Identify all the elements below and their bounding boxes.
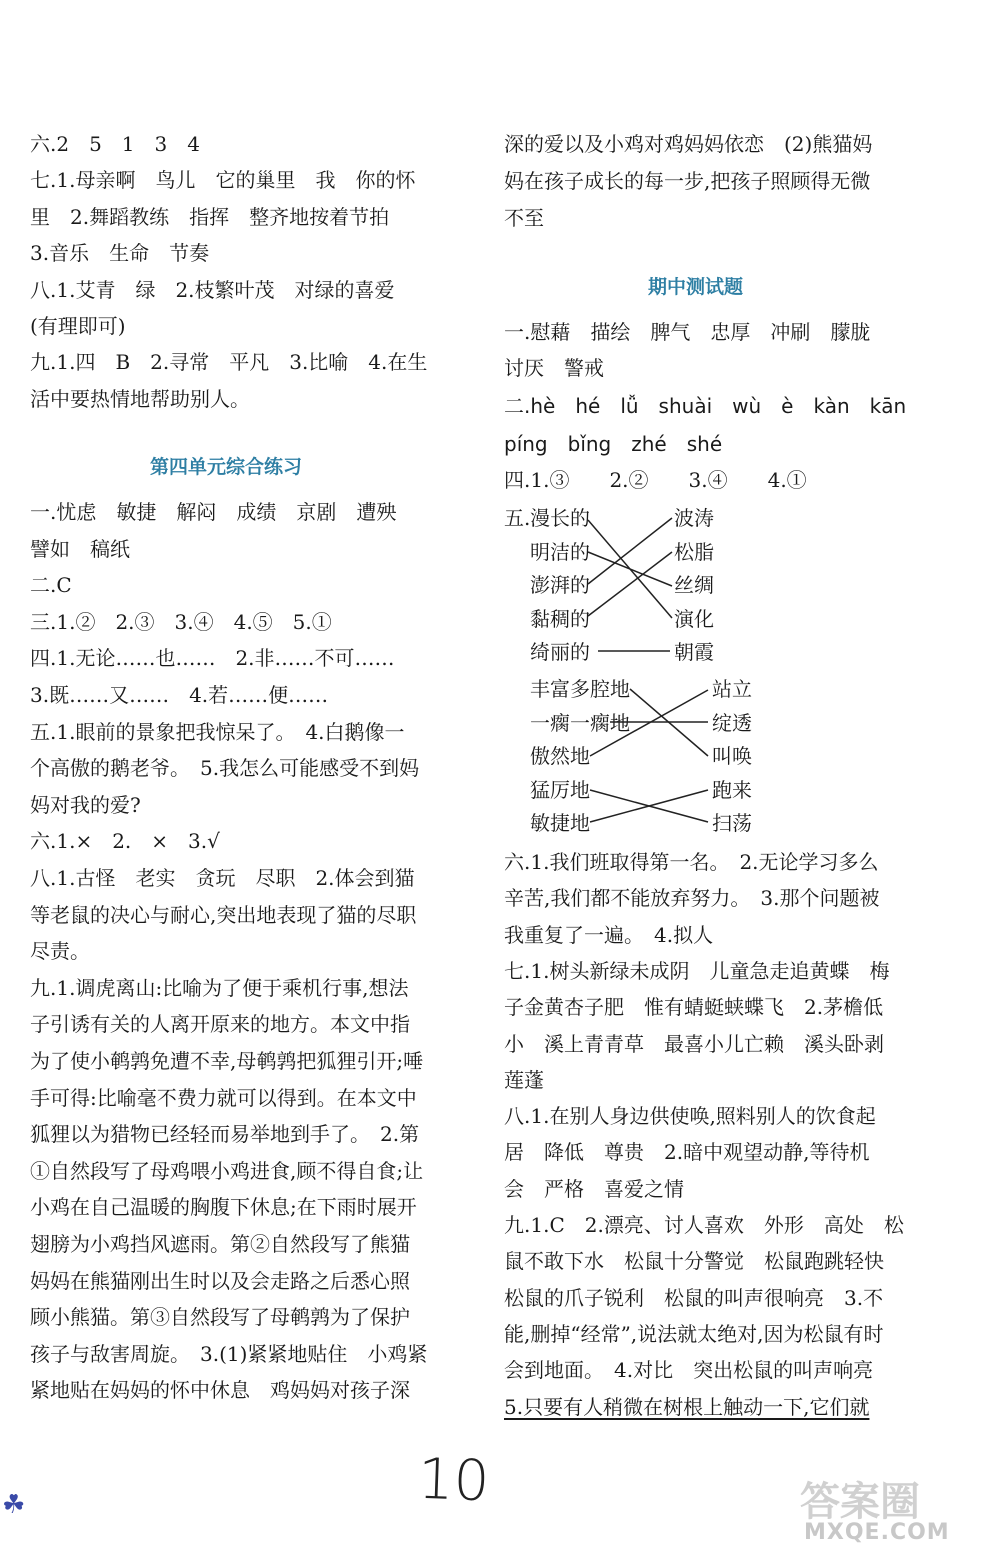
- answer-line: 紧地贴在妈妈的怀中休息 鸡妈妈对孩子深: [30, 1378, 410, 1403]
- answer-line: 一.慰藉 描绘 脾气 忠厚 冲刷 朦胧: [504, 320, 871, 344]
- answer-line: 鼠不敢下水 松鼠十分警觉 松鼠跑跳轻快: [504, 1249, 884, 1274]
- answer-line: 二.C: [30, 573, 72, 598]
- answer-line: 四.1.无论……也…… 2.非……不可……: [30, 646, 395, 671]
- answer-line: 我重复了一遍。 4.拟人: [504, 922, 714, 947]
- match-word: 演化: [674, 606, 714, 631]
- answer-line: 深的爱以及小鸡对鸡妈妈依恋 (2)熊猫妈: [504, 132, 873, 156]
- answer-line: 会 严格 喜爱之情: [504, 1176, 684, 1201]
- watermark-url: MXQE.COM: [804, 1520, 950, 1545]
- answer-line: 小 溪上青青草 最喜小儿亡赖 溪头卧剥: [504, 1031, 884, 1056]
- answer-line: 六.2 5 1 3 4: [30, 132, 200, 156]
- answer-line: 子引诱有关的人离开原来的地方。本文中指: [30, 1012, 410, 1037]
- answer-line: 尽责。: [30, 939, 90, 964]
- answer-line: 莲蓬: [504, 1067, 544, 1092]
- answer-line: 讨厌 警戒: [504, 356, 604, 380]
- section-heading-unit4: 第四单元综合练习: [150, 456, 303, 478]
- answer-line: 七.1.树头新绿未成阴 儿童急走追黄蝶 梅: [504, 958, 890, 983]
- answer-line: 四.1.③ 2.② 3.④ 4.①: [504, 468, 807, 492]
- match-word: 明洁的: [530, 539, 590, 564]
- answer-line: 六.1.我们班取得第一名。 2.无论学习多么: [504, 850, 879, 874]
- answer-line: 八.1.在别人身边供使唤,照料别人的饮食起: [504, 1104, 876, 1129]
- answer-line: 活中要热情地帮助别人。: [30, 386, 250, 411]
- answer-line: 妈妈在熊猫刚出生时以及会走路之后悉心照: [30, 1268, 410, 1293]
- match-word: 跑来: [712, 777, 752, 802]
- match-word: 一瘸一瘸地: [530, 710, 630, 735]
- match-word: 傲然地: [530, 744, 590, 768]
- answer-line: 等老鼠的决心与耐心,突出地表现了猫的尽职: [30, 902, 417, 927]
- answer-line: 里 2.舞蹈教练 指挥 整齐地按着节拍: [30, 204, 390, 229]
- answer-line: 会到地面。 4.对比 突出松鼠的叫声响亮: [504, 1358, 874, 1383]
- answer-line: 妈对我的爱?: [30, 792, 141, 817]
- answer-line: 3.既……又…… 4.若……便……: [30, 683, 329, 707]
- match-word: 漫长的: [530, 506, 590, 530]
- pinyin-line: 二.hè hé lǚ shuài wù è kàn kān: [504, 394, 907, 418]
- match-word: 敏捷地: [530, 811, 590, 835]
- match-line: [588, 552, 672, 616]
- pinyin-line: píng bǐng zhé shé: [504, 432, 723, 456]
- answer-line: ①自然段写了母鸡喂小鸡进食,顾不得自食;让: [30, 1158, 424, 1183]
- answer-line: 居 降低 尊贵 2.暗中观望动静,等待机: [504, 1140, 870, 1165]
- answer-line: 小鸡在自己温暖的胸腹下休息;在下雨时展开: [30, 1195, 417, 1220]
- answer-line: 能,删掉“经常”,说法就太绝对,因为松鼠有时: [504, 1321, 884, 1346]
- match-word: 站立: [712, 677, 752, 701]
- answer-line: 孩子与敌害周旋。 3.(1)紧紧地贴住 小鸡紧: [30, 1341, 428, 1366]
- match-line: [590, 690, 708, 756]
- match-line: [588, 552, 672, 586]
- answer-line: 五.1.眼前的景象把我惊呆了。 4.白鹅像一: [30, 719, 405, 744]
- match-word: 丰富多腔地: [530, 677, 630, 701]
- answer-line: 三.1.② 2.③ 3.④ 4.⑤ 5.①: [30, 609, 332, 634]
- answer-line: 八.1.艾青 绿 2.枝繁叶茂 对绿的喜爱: [30, 277, 395, 302]
- match-word: 黏稠的: [530, 606, 590, 631]
- answer-line: 辛苦,我们都不能放弃努力。 3.那个问题被: [504, 886, 880, 911]
- match-word: 绽透: [712, 710, 752, 735]
- answer-line: 顾小熊猫。第③自然段写了母鹌鹑为了保护: [30, 1305, 410, 1330]
- answer-line: 九.1.C 2.漂亮、讨人喜欢 外形 高处 松: [504, 1213, 904, 1237]
- answer-line: 七.1.母亲啊 鸟儿 它的巢里 我 你的怀: [30, 168, 416, 193]
- watermark-logo: 答案圈: [800, 1479, 920, 1525]
- answer-line: 九.1.四 B 2.寻常 平凡 3.比喻 4.在生: [30, 350, 428, 375]
- match-word: 松脂: [674, 539, 714, 564]
- match-word: 澎湃的: [530, 573, 590, 597]
- page-number: 10: [416, 1446, 491, 1515]
- match-word: 波涛: [674, 506, 714, 530]
- answer-line: 子金黄杏子肥 惟有蜻蜓蛱蝶飞 2.茅檐低: [504, 995, 884, 1020]
- match-word: 扫荡: [712, 811, 752, 835]
- match-prefix: 五.: [504, 506, 531, 530]
- answer-line: 5.只要有人稍微在树根上触动一下,它们就: [504, 1394, 870, 1419]
- answer-line: 手可得:比喻毫不费力就可以得到。在本文中: [30, 1085, 417, 1110]
- answer-line: 翅膀为小鸡挡风遮雨。第②自然段写了熊猫: [30, 1232, 410, 1256]
- leaf-icon: ☘: [2, 1490, 26, 1520]
- answer-line: 不至: [504, 206, 544, 230]
- match-word: 猛厉地: [530, 777, 590, 802]
- match-word: 朝霞: [674, 640, 714, 664]
- match-word: 丝绸: [674, 573, 714, 597]
- answer-line: 八.1.古怪 老实 贪玩 尽职 2.体会到猫: [30, 866, 415, 890]
- answer-line: 为了使小鹌鹑免遭不幸,母鹌鹑把狐狸引开;唾: [30, 1049, 424, 1073]
- answer-line: 松鼠的爪子锐利 松鼠的叫声很响亮 3.不: [504, 1285, 884, 1310]
- answer-line: 一.忧虑 敏捷 解闷 成绩 京剧 遭殃: [30, 500, 397, 524]
- answer-line: 3.音乐 生命 节奏: [30, 241, 210, 266]
- answer-line: 六.1.× 2. × 3.√: [30, 829, 220, 854]
- answer-line: 妈在孩子成长的每一步,把孩子照顾得无微: [504, 169, 871, 193]
- match-word: 绮丽的: [530, 640, 590, 664]
- match-line: [588, 518, 672, 584]
- answer-line: 譬如 稿纸: [30, 536, 130, 561]
- answer-line: 九.1.调虎离山:比喻为了便于乘机行事,想法: [30, 975, 409, 1000]
- match-word: 叫唤: [712, 744, 752, 768]
- section-heading-midterm: 期中测试题: [648, 276, 744, 298]
- answer-line: (有理即可): [30, 314, 126, 338]
- answer-line: 狐狸以为猎物已经轻而易举地到手了。 2.第: [30, 1122, 420, 1147]
- answer-line: 个高傲的鹅老爷。 5.我怎么可能感受不到妈: [30, 756, 420, 781]
